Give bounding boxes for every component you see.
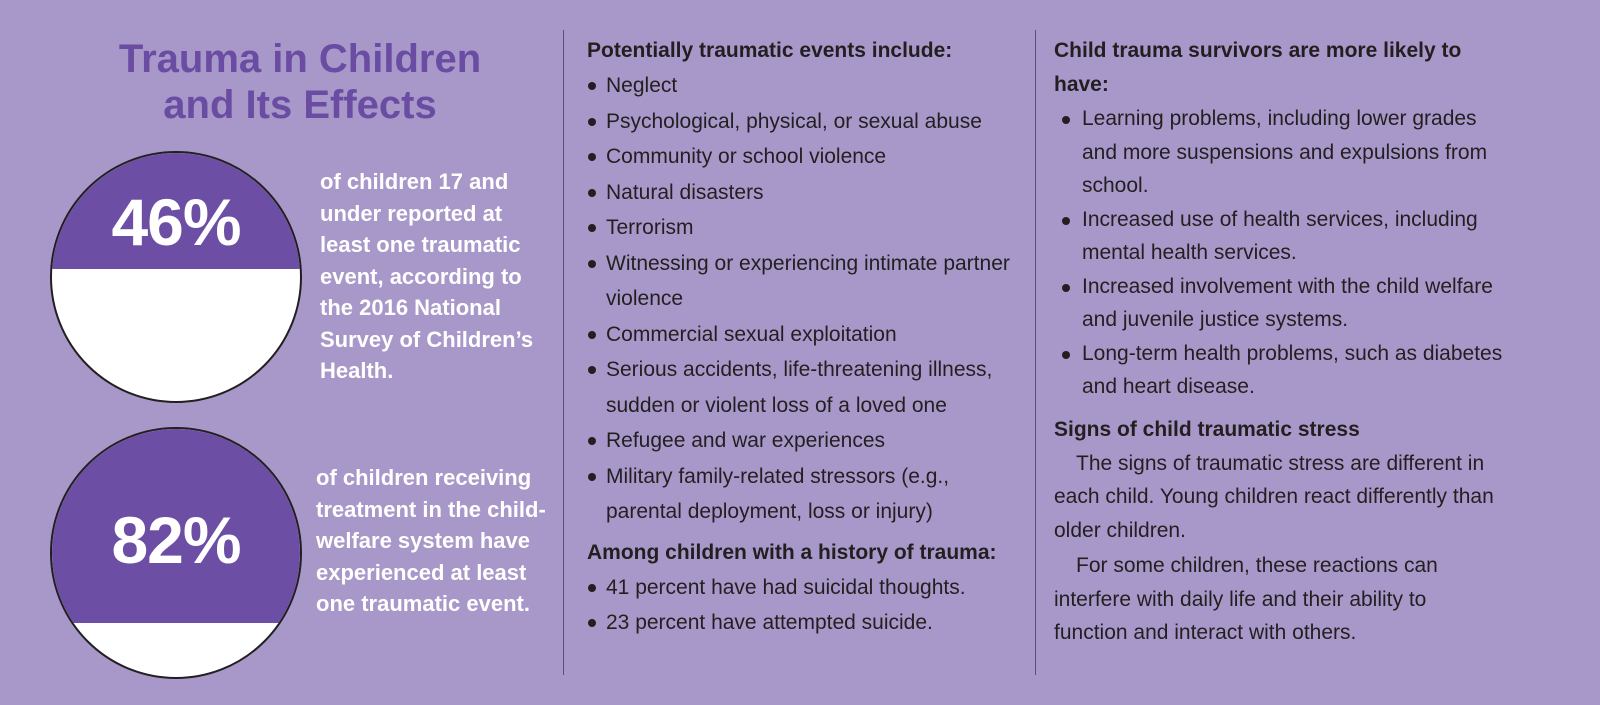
- page-title: [60, 36, 540, 128]
- list-item: Neglect: [587, 68, 1027, 104]
- signs-paragraph: The signs of traumatic stress are different in each child. Young children react differently than older children.: [1054, 451, 1494, 542]
- list-item: Witnessing or experiencing intimate partner violence: [587, 246, 1027, 317]
- history-list: [587, 570, 1027, 641]
- list-item: 41 percent have had suicidal thoughts.: [587, 570, 1027, 606]
- events-list: [587, 68, 1027, 530]
- list-item: Learning problems, including lower grades and more suspensions and expulsions from school.: [1058, 102, 1504, 203]
- stat-description: of children receiving treatment in the child-welfare system have experienced at least one traumatic event.: [316, 465, 546, 616]
- signs-paragraph: For some children, these reactions can interfere with daily life and their ability to function and interact with others.: [1054, 554, 1438, 644]
- list-item: 23 percent have attempted suicide.: [587, 605, 1027, 641]
- history-heading: Among children with a history of trauma:: [587, 540, 997, 564]
- list-item: Increased involvement with the child welfare and juvenile justice systems.: [1058, 270, 1504, 337]
- events-column: [587, 34, 1027, 641]
- stat-percent: 46%: [111, 185, 241, 259]
- survivors-heading: Child trauma survivors are more likely to have:: [1054, 39, 1462, 96]
- list-item: Natural disasters: [587, 175, 1027, 211]
- list-item: Refugee and war experiences: [587, 423, 1027, 459]
- list-item: Long-term health problems, such as diabetes and heart disease.: [1058, 337, 1504, 404]
- stat-percent: 82%: [111, 503, 241, 577]
- list-item: Psychological, physical, or sexual abuse: [587, 104, 1027, 140]
- column-divider: [1035, 30, 1036, 675]
- column-divider: [563, 30, 564, 675]
- survivors-list: [1054, 102, 1504, 404]
- signs-heading: Signs of child traumatic stress: [1054, 417, 1360, 441]
- title-line-1: Trauma in Children: [118, 37, 482, 81]
- stat-circle-46: [50, 151, 302, 403]
- list-item: Terrorism: [587, 210, 1027, 246]
- list-item: Military family-related stressors (e.g., parental deployment, loss or injury): [587, 459, 1027, 530]
- list-item: Commercial sexual exploitation: [587, 317, 1027, 353]
- list-item: Increased use of health services, including mental health services.: [1058, 203, 1504, 270]
- events-heading: Potentially traumatic events include:: [587, 39, 953, 62]
- stat-circle-82: [50, 427, 302, 679]
- survivors-column: [1054, 34, 1504, 650]
- list-item: Community or school violence: [587, 139, 1027, 175]
- list-item: Serious accidents, life-threatening illness, sudden or violent loss of a loved one: [587, 352, 1027, 423]
- stat-description: of children 17 and under reported at least one traumatic event, according to the 2016 National Survey of Children’s Health.: [320, 169, 534, 383]
- title-line-2: and Its Effects: [163, 83, 437, 127]
